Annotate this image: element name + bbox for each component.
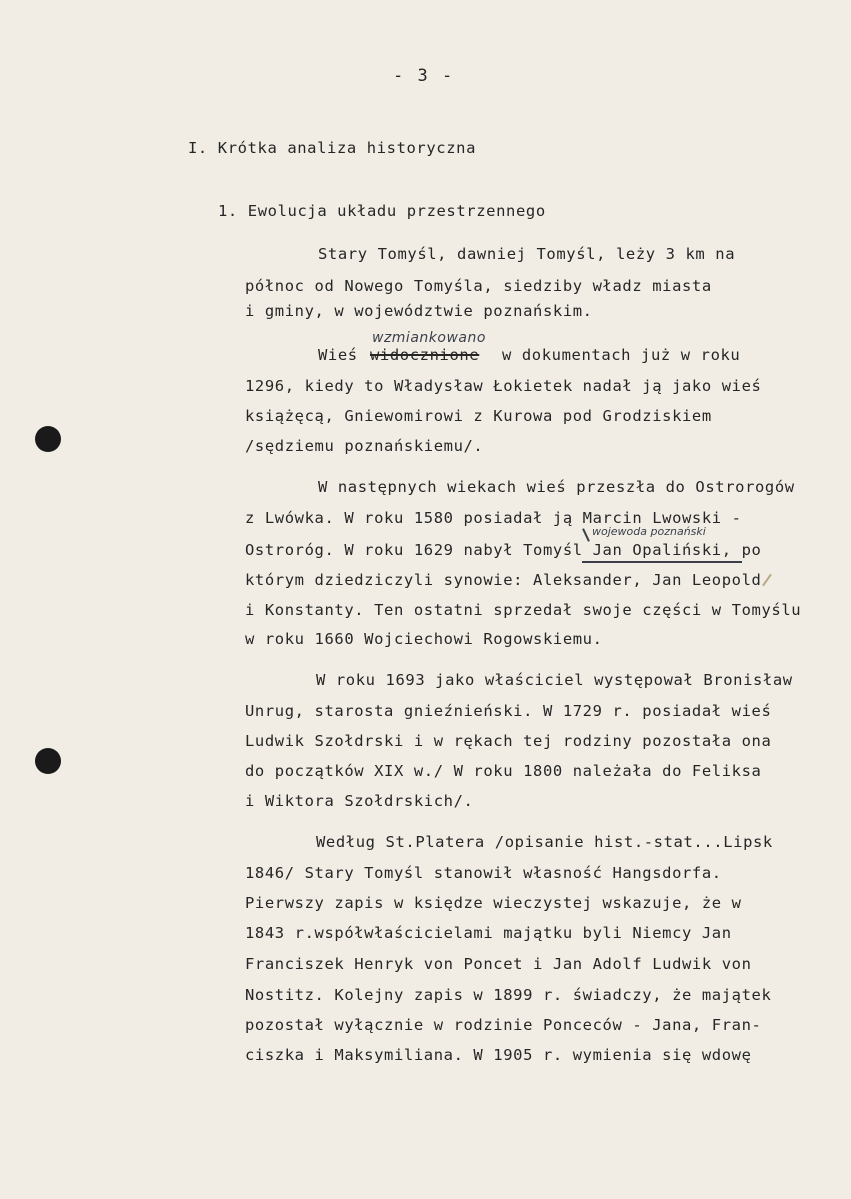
text-line: i Konstanty. Ten ostatni sprzedał swoje części w Tomyślu — [245, 601, 802, 619]
section-heading: I. Krótka analiza historyczna — [188, 139, 477, 157]
handwritten-underline — [582, 561, 742, 563]
page-number: - 3 - — [393, 66, 455, 86]
text-line: 1296, kiedy to Władysław Łokietek nadał ją jako wieś — [245, 377, 762, 395]
text-line: do początków XIX w./ W roku 1800 należała do Feliksa — [245, 762, 762, 780]
text-line: Ludwik Szołdrski i w rękach tej rodziny pozostała ona — [245, 732, 772, 750]
text-line: Pierwszy zapis w księdze wieczystej wskazuje, że w — [245, 894, 742, 912]
text-line: W roku 1693 jako właściciel występował Bronisław — [316, 671, 793, 689]
text-line: którym dziedziczyli synowie: Aleksander, Jan Leopold — [245, 571, 762, 589]
struck-out-word: widocznione — [370, 346, 480, 364]
binder-hole-top — [35, 426, 61, 452]
binder-hole-bottom — [35, 748, 61, 774]
text-line: W następnych wiekach wieś przeszła do Ostrorogów — [318, 478, 795, 496]
text-line: Ostroróg. W roku 1629 nabył Tomyśl Jan Opaliński, po — [245, 541, 762, 559]
text-line: północ od Nowego Tomyśla, siedziby władz miasta — [245, 277, 712, 295]
text-line: książęcą, Gniewomirowi z Kurowa pod Grodziskiem — [245, 407, 712, 425]
text-line: Według St.Platera /opisanie hist.-stat...Lipsk — [316, 833, 773, 851]
text-line: z Lwówka. W roku 1580 posiadał ją Marcin Lwowski - — [245, 509, 742, 527]
text-line: w dokumentach już w roku — [502, 346, 741, 364]
text-line: ciszka i Maksymiliana. W 1905 r. wymienia się wdowę — [245, 1046, 752, 1064]
text-line: Stary Tomyśl, dawniej Tomyśl, leży 3 km na — [318, 245, 736, 263]
handwritten-insertion: wzmiankowano — [372, 330, 486, 346]
text-line: Unrug, starosta gnieźnieński. W 1729 r. posiadał wieś — [245, 702, 772, 720]
margin-mark — [762, 574, 772, 587]
handwritten-insertion: wojewoda poznański — [592, 525, 706, 538]
text-line: Nostitz. Kolejny zapis w 1899 r. świadczy, że majątek — [245, 986, 772, 1004]
text-line: Franciszek Henryk von Poncet i Jan Adolf Ludwik von — [245, 955, 752, 973]
text-line: /sędziemu poznańskiemu/. — [245, 437, 484, 455]
text-line: w roku 1660 Wojciechowi Rogowskiemu. — [245, 630, 603, 648]
text-line: 1843 r.współwłaścicielami majątku byli Niemcy Jan — [245, 924, 732, 942]
text-line: i Wiktora Szołdrskich/. — [245, 792, 474, 810]
text-line: Wieś — [318, 346, 358, 364]
text-line: pozostał wyłącznie w rodzinie Ponceców - Jana, Fran- — [245, 1016, 762, 1034]
text-line: i gminy, w województwie poznańskim. — [245, 302, 593, 320]
text-line: 1846/ Stary Tomyśl stanowił własność Hangsdorfa. — [245, 864, 722, 882]
subsection-heading: 1. Ewolucja układu przestrzennego — [218, 202, 546, 220]
